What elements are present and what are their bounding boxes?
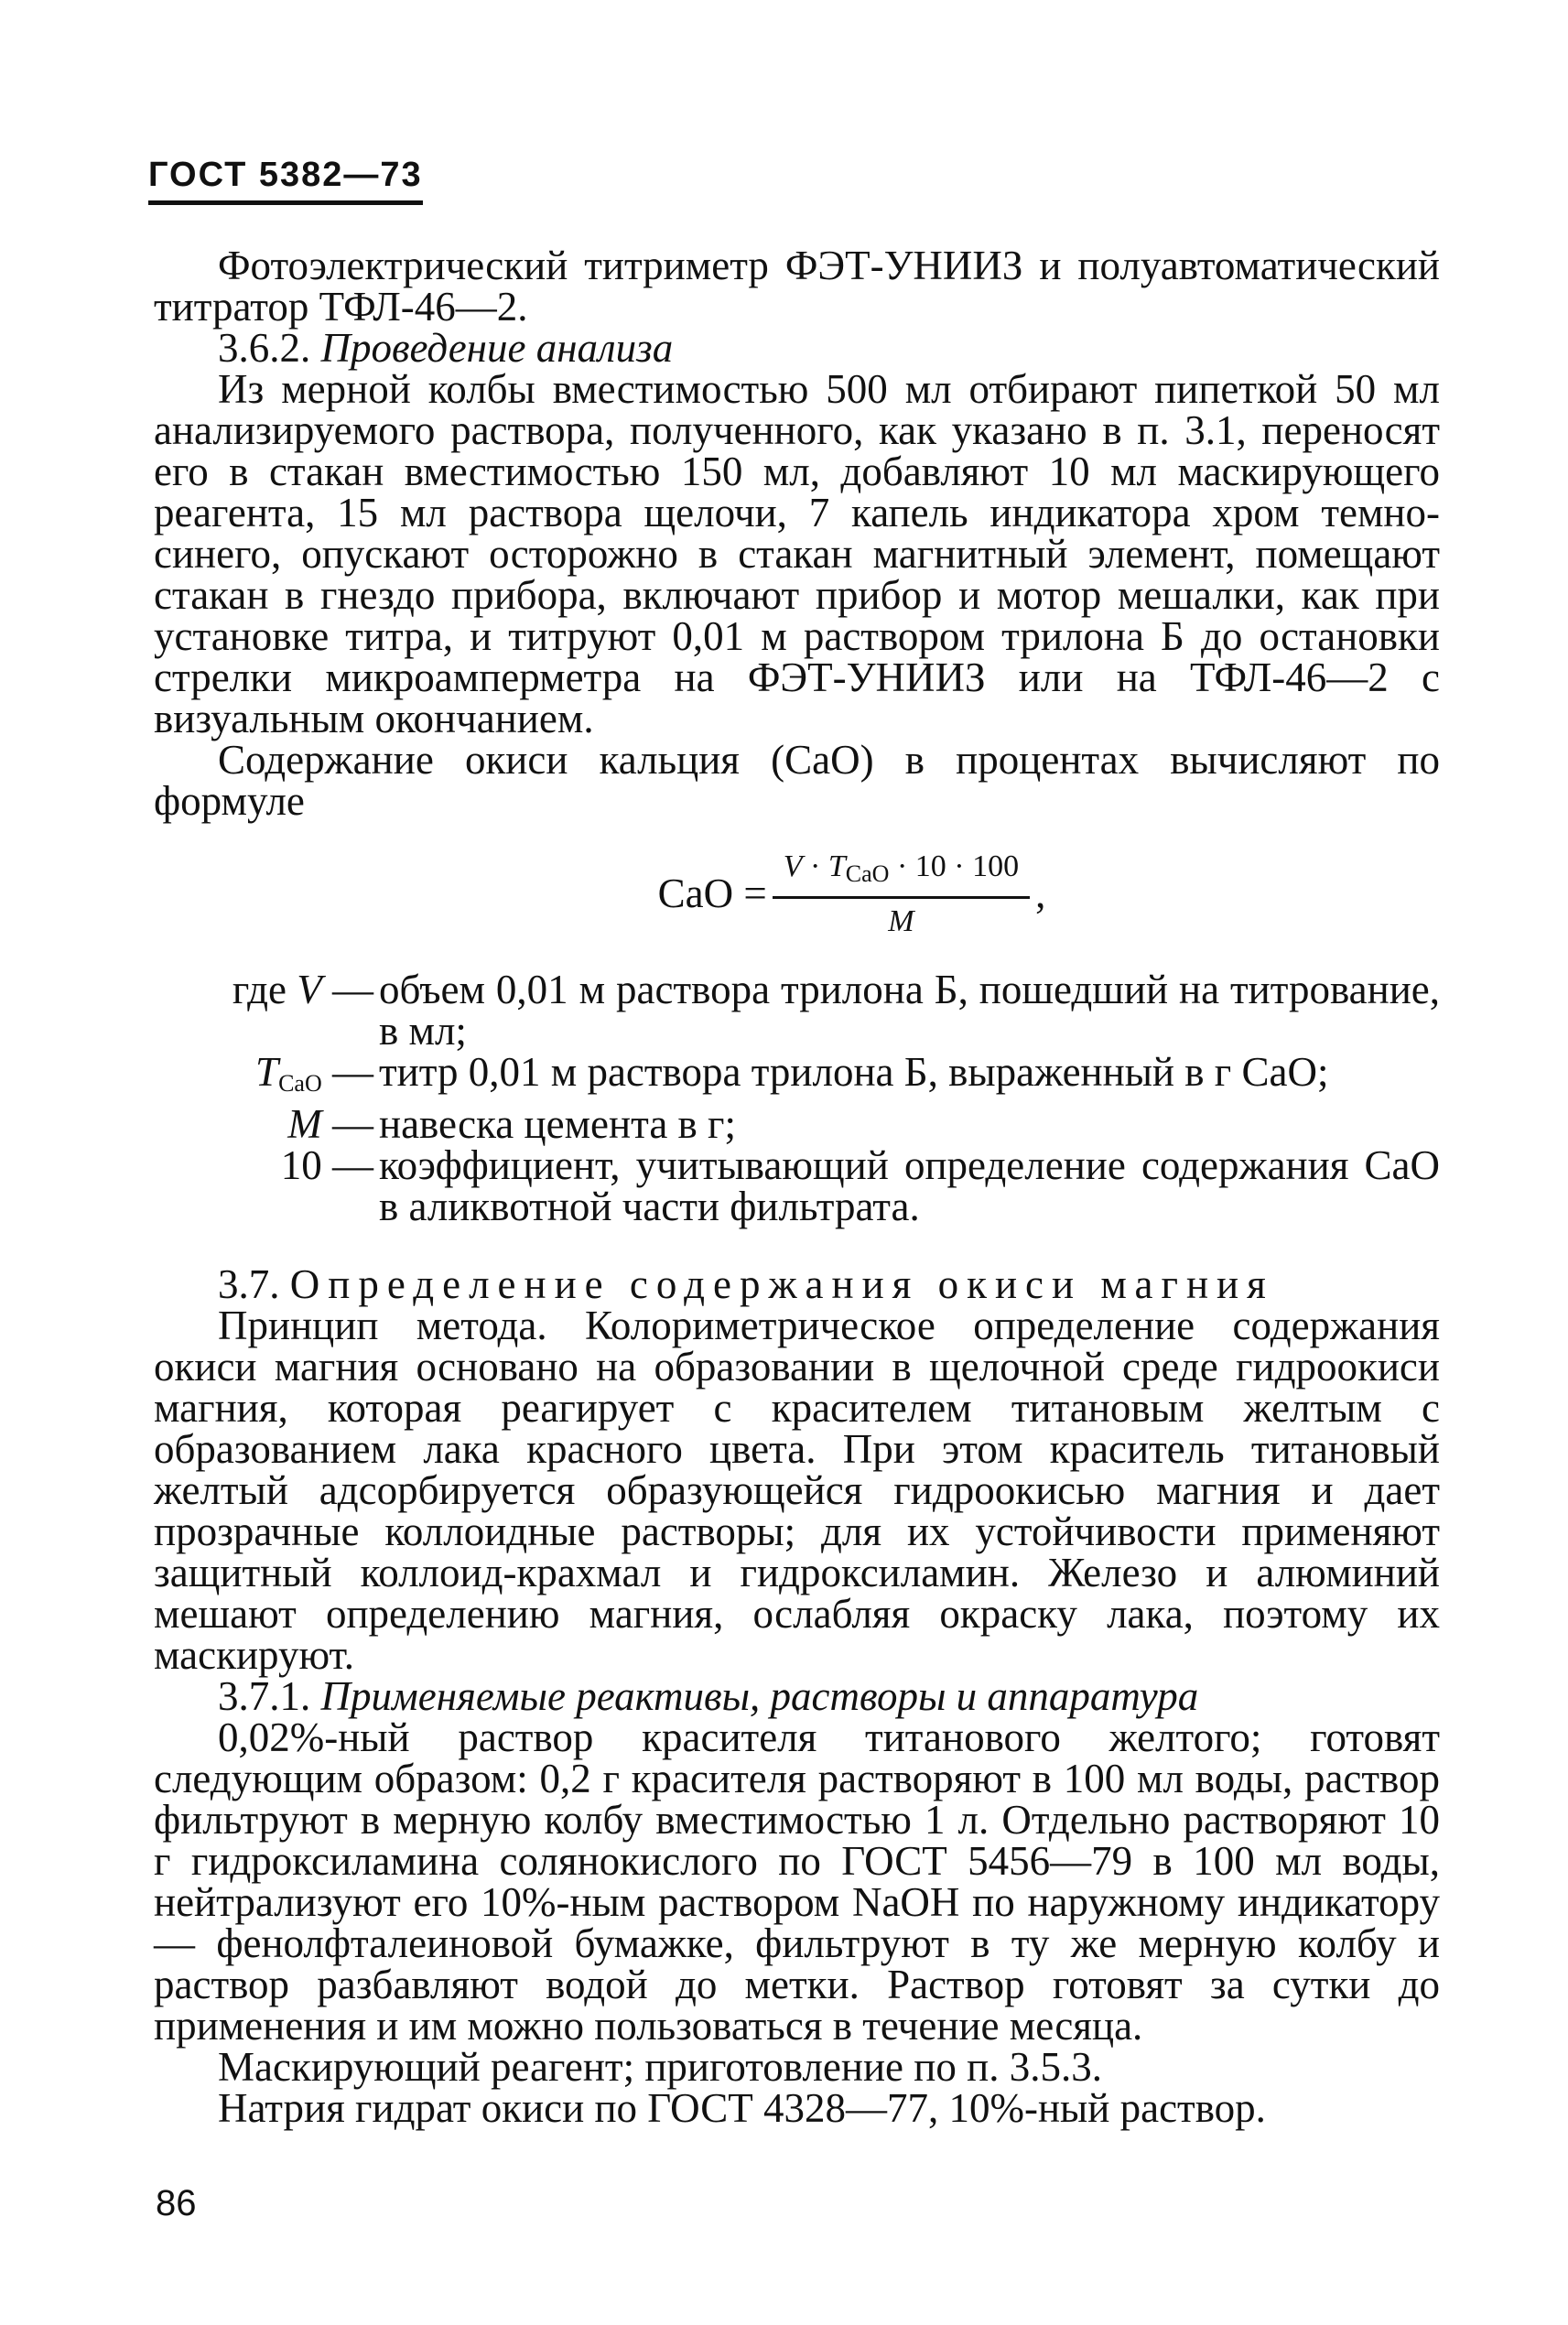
- formula-lhs: CaO =: [657, 871, 767, 916]
- paragraph-sodium-hydroxide: Натрия гидрат окиси по ГОСТ 4328—77, 10%-ный раствор.: [218, 2085, 1266, 2131]
- definition-symbol: $T_{CaO}$ —: [255, 1049, 373, 1097]
- document-page: [148, 156, 1440, 2131]
- paragraph-formula-intro: Содержание окиси кальция (СаО) в процентах вычисляют по формуле: [154, 737, 1440, 824]
- symbol-10: 10: [280, 1142, 322, 1188]
- section-number: 3.7.: [218, 1261, 280, 1307]
- definition-symbol: где V —: [232, 967, 373, 1012]
- definition-text: титр 0,01 м раствора трилона Б, выраженный в г CaO;: [379, 1049, 1329, 1095]
- paragraph-masking-reagent: Маскирующий реагент; приготовление по п. 3.5.3.: [218, 2044, 1102, 2090]
- definition-text: коэффициент, учитывающий определение содержания CaO в аликвотной части фильтрата.: [379, 1142, 1440, 1229]
- section-title: Определение содержания окиси магния: [289, 1261, 1274, 1307]
- formula-num-rest: · 10 · 100: [896, 849, 1020, 883]
- definition-m: [154, 1101, 1440, 1147]
- symbol-v: V: [297, 967, 322, 1012]
- formula-var-t: T: [827, 849, 846, 883]
- definition-tcao: [154, 1049, 1440, 1104]
- formula-fraction: [773, 846, 1030, 942]
- definition-v: [154, 969, 1440, 1052]
- formula-sub-cao: CaO: [845, 860, 890, 887]
- document-header: ГОСТ 5382—73: [148, 156, 423, 205]
- definition-prefix: где: [232, 967, 297, 1012]
- definition-symbol: M —: [287, 1101, 373, 1147]
- symbol-t-sub: CaO: [278, 1070, 322, 1097]
- body-text: [154, 245, 1440, 2129]
- formula-tail: ,: [1035, 871, 1046, 916]
- definition-text: объем 0,01 м раствора трилона Б, пошедший на титрование, в мл;: [379, 967, 1440, 1054]
- definition-symbol: 10 —: [280, 1142, 373, 1188]
- paragraph-method-principle: Принцип метода. Колориметрическое определение содержания окиси магния основано на образовании в щелочной среде гидроокиси магния, которая реагирует с красителем титановым желтым с образованием лака красного цвета. При этом краситель титановый желтый адсорбируется образующейся гидроокисью магния и дает прозрачные коллоидные растворы; для их устойчивости применяют защитный коллоид-крахмал и гидроксиламин. Железо и алюминий мешают определению магния, ослабляя окраску лака, поэтому их маскируют.: [154, 1303, 1440, 1678]
- paragraph-equipment: Фотоэлектрический титриметр ФЭТ-УНИИЗ и полуавтоматический титратор ТФЛ-46—2.: [154, 243, 1440, 330]
- paragraph-procedure: Из мерной колбы вместимостью 500 мл отбирают пипеткой 50 мл анализируемого раствора, полученного, как указано в п. 3.1, переносят его в стакан вместимостью 150 мл, добавляют 10 мл маскирующего реагента, 15 мл раствора щелочи, 7 капель индикатора хром темно-синего, опускают осторожно в стакан магнитный элемент, помещают стакан в гнездо прибора, включают прибор и мотор мешалки, как при установке титра, и титруют 0,01 м раствором трилона Б до остановки стрелки микроамперметра на ФЭТ-УНИИЗ или на ТФЛ-46—2 с визуальным окончанием.: [154, 366, 1440, 741]
- subsection-title: Применяемые реактивы, растворы и аппаратура: [320, 1673, 1199, 1719]
- definition-10: [154, 1142, 1440, 1229]
- subsection-heading-3-7-1: [154, 1673, 1440, 1719]
- section-heading-3-7: [154, 1261, 1440, 1307]
- definition-text: навеска цемента в г;: [379, 1101, 736, 1147]
- formula-var-v: V: [783, 849, 803, 883]
- definitions-list: [154, 969, 1440, 1227]
- section-gap: [154, 1227, 1440, 1264]
- subsection-title: Проведение анализа: [320, 325, 674, 371]
- formula-numerator: $V \cdot T_{CaO} \cdot 10 \cdot 100$: [773, 846, 1030, 899]
- subsection-number: 3.7.1.: [218, 1673, 311, 1719]
- formula-cao: [154, 846, 1440, 942]
- page-number: 86: [156, 2183, 197, 2223]
- paragraph-reagent-prep: 0,02%-ный раствор красителя титанового желтого; готовят следующим образом: 0,2 г красителя растворяют в 100 мл воды, раствор фильтруют в мерную колбу вместимостью 1 л. Отдельно растворяют 10 г гидроксиламина солянокислого по ГОСТ 5456—79 в 100 мл воды, нейтрализуют его 10%-ным раствором NaOH по наружному индикатору — фенолфталеиновой бумажке, фильтруют в ту же мерную колбу и раствор разбавляют водой до метки. Раствор готовят за сутки до применения и им можно пользоваться в течение месяца.: [154, 1714, 1440, 2049]
- symbol-m: M: [287, 1101, 322, 1147]
- symbol-t: T: [255, 1049, 279, 1095]
- formula-denominator: M: [888, 904, 914, 938]
- subsection-heading-3-6-2: [154, 325, 1440, 371]
- subsection-number: 3.6.2.: [218, 325, 311, 371]
